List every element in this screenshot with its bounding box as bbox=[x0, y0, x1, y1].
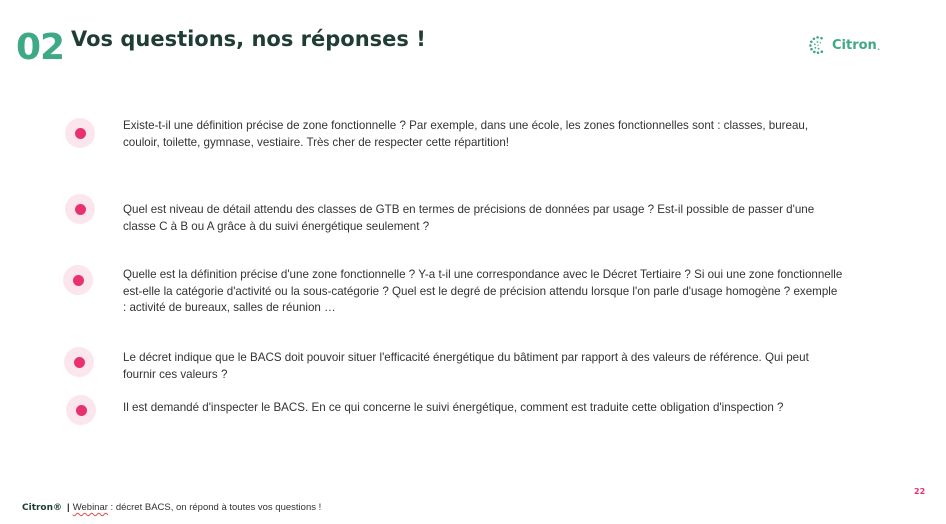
footer-separator: | bbox=[67, 502, 70, 513]
question-2: Quel est niveau de détail attendu des classes de GTB en termes de précisions de données par usage ? Est-il possible de passer d'une classe C à B ou A grâce à du suivi énergétique seulement ? bbox=[123, 203, 815, 233]
page-number: 22 bbox=[914, 487, 926, 496]
question-4: Le décret indique que le BACS doit pouvoir situer l'efficacité énergétique du bâtiment par rapport à des valeurs de référence. Qui peut fournir ces valeurs ? bbox=[123, 351, 809, 381]
logo-name: Citron bbox=[832, 37, 877, 53]
citron-logo bbox=[808, 34, 880, 56]
bullet-icon bbox=[65, 118, 95, 148]
section-number: 02 bbox=[16, 27, 65, 68]
footer-brand: Citron® bbox=[22, 503, 63, 513]
logo-suffix: . bbox=[876, 37, 881, 53]
bullet-icon bbox=[63, 265, 93, 295]
question-1: Existe-t-il une définition précise de zone fonctionnelle ? Par exemple, dans une école, les zones fonctionnelles sont : classes, bureau, couloir, toilette, gymnase, vestiaire. Très cher de respecter cette répartition! bbox=[123, 119, 809, 149]
bullet-icon bbox=[64, 347, 94, 377]
footer-text: : décret BACS, on répond à toutes vos questions ! bbox=[107, 502, 322, 513]
bullet-icon bbox=[66, 395, 96, 425]
question-5: Il est demandé d'inspecter le BACS. En ce qui concerne le suivi énergétique, comment est traduite cette obligation d'inspection ? bbox=[123, 401, 784, 414]
footer bbox=[22, 502, 321, 513]
footer-label: Webinar bbox=[72, 502, 108, 513]
bullet-icon bbox=[65, 194, 95, 224]
question-3: Quelle est la définition précise d'une zone fonctionnelle ? Y-a t-il une correspondance avec le Décret Tertiaire ? Si oui une zone fonctionnelle est-elle la catégorie d'activité ou la sous-catégorie ? Quel est le degré de précision attendu lorsque l'on parle d'usage homogène ? exemple : activité de bureaux, salles de réunion … bbox=[123, 268, 843, 314]
page-title: Vos questions, nos réponses ! bbox=[71, 27, 426, 51]
citron-dotted-c-icon bbox=[808, 35, 828, 55]
